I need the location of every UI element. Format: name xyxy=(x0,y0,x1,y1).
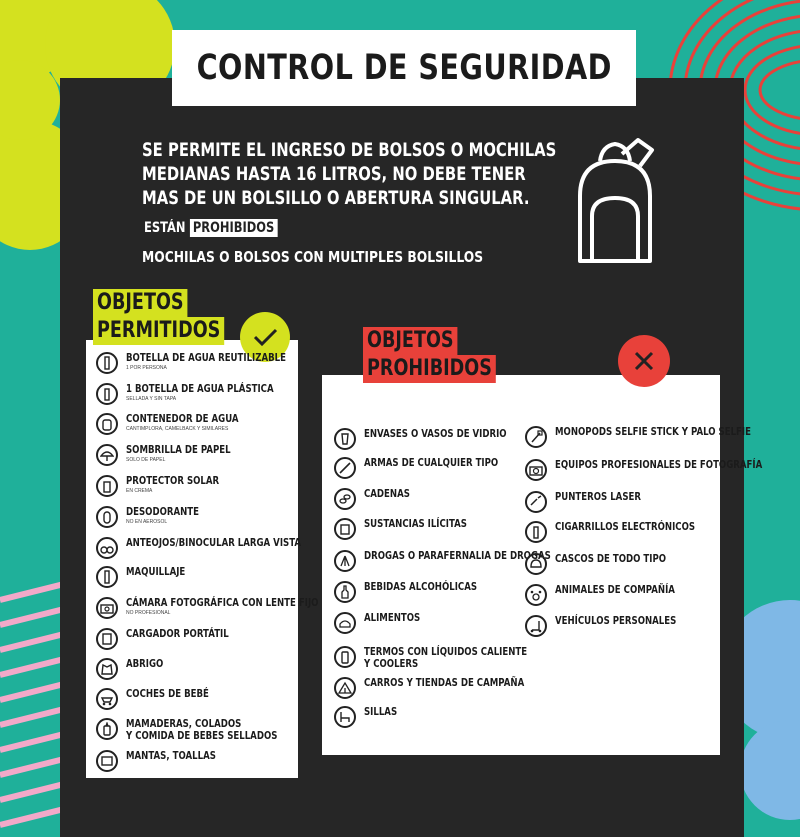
pro-camera-icon xyxy=(525,459,547,481)
item-name: ALIMENTOS xyxy=(364,611,421,624)
item-name: CARROS Y TIENDAS DE CAMPAÑA xyxy=(364,676,525,689)
item-desc: 1 POR PERSONA xyxy=(126,365,167,371)
item-name: MAMADERAS, COLADOS xyxy=(126,717,242,730)
item-name: ARMAS DE CUALQUIER TIPO xyxy=(364,456,499,469)
list-item xyxy=(525,521,735,543)
prohibited-detail: MOCHILAS O BOLSOS CON MULTIPLES BOLSILLOS xyxy=(142,248,484,266)
list-item xyxy=(96,352,331,374)
list-item xyxy=(525,459,800,481)
item-name: PROTECTOR SOLAR xyxy=(126,474,220,487)
towel-icon xyxy=(96,750,118,772)
weapon-icon xyxy=(334,457,356,479)
substances-icon xyxy=(334,518,356,540)
item-name: ABRIGO xyxy=(126,657,164,670)
list-item xyxy=(334,428,547,450)
makeup-icon xyxy=(96,566,118,588)
list-item xyxy=(525,553,697,575)
item-name: DROGAS O PARAFERNALIA DE DROGAS xyxy=(364,549,551,562)
item-name: ANTEOJOS/BINOCULAR LARGA VISTA xyxy=(126,536,302,549)
list-item xyxy=(96,383,315,405)
list-item xyxy=(96,506,220,528)
item-desc: NO PROFESIONAL xyxy=(126,610,171,616)
page-title: CONTROL DE SEGURIDAD xyxy=(196,48,612,88)
allowed-title-2: PERMITIDOS xyxy=(93,317,224,345)
plastic-bottle-icon xyxy=(96,383,118,405)
item-name: CADENAS xyxy=(364,487,410,500)
item-name: 1 BOTELLA DE AGUA PLÁSTICA xyxy=(126,382,274,395)
glass-icon xyxy=(334,428,356,450)
item-name: MANTAS, TOALLAS xyxy=(126,749,216,762)
list-item xyxy=(96,750,241,772)
sunscreen-icon xyxy=(96,475,118,497)
chain-icon xyxy=(334,488,356,510)
item-name: ANIMALES DE COMPAÑÍA xyxy=(555,583,675,596)
charger-icon xyxy=(96,628,118,650)
item-name-line2: Y COMIDA DE BEBES SELLADOS xyxy=(126,729,278,742)
item-name: PUNTEROS LASER xyxy=(555,490,641,503)
item-name: COCHES DE BEBÉ xyxy=(126,687,209,700)
list-item xyxy=(96,688,232,710)
list-item xyxy=(334,518,496,540)
item-desc: CANTIMPLORA, CAMELBACK Y SIMILARES xyxy=(126,426,229,432)
check-icon xyxy=(250,322,280,352)
pet-icon xyxy=(525,584,547,606)
item-name: CASCOS DE TODO TIPO xyxy=(555,552,667,565)
drugs-icon xyxy=(334,550,356,572)
allowed-heading xyxy=(93,289,257,345)
list-item xyxy=(96,444,260,466)
item-name: ENVASES O VASOS DE VIDRIO xyxy=(364,427,507,440)
binoculars-icon xyxy=(96,537,118,559)
prohibited-word: PROHIBIDOS xyxy=(190,219,278,237)
item-name: DESODORANTE xyxy=(126,505,200,518)
thermos-icon xyxy=(334,646,356,668)
list-item xyxy=(96,628,258,650)
list-item xyxy=(334,612,436,634)
prohibited-title-1: OBJETOS xyxy=(363,327,458,355)
deodorant-icon xyxy=(96,506,118,528)
list-item xyxy=(525,615,711,637)
list-item xyxy=(96,537,350,559)
item-name: BOTELLA DE AGUA REUTILIZABLE xyxy=(126,351,286,364)
item-name: SUSTANCIAS ILÍCITAS xyxy=(364,517,467,530)
item-desc: SELLADA Y SIN TAPA xyxy=(126,396,177,402)
list-item xyxy=(334,646,573,670)
prohibited-prefix: ESTÁN xyxy=(144,220,186,236)
list-item xyxy=(96,566,202,588)
item-name: CONTENEDOR DE AGUA xyxy=(126,412,239,425)
stroller-icon xyxy=(96,688,118,710)
list-item xyxy=(525,426,800,448)
item-name: MAQUILLAJE xyxy=(126,565,186,578)
chair-icon xyxy=(334,706,356,728)
list-item xyxy=(334,677,569,699)
close-icon xyxy=(631,348,657,374)
scooter-icon xyxy=(525,615,547,637)
prohibited-heading xyxy=(363,327,529,383)
prohibited-title-2: PROHIBIDOS xyxy=(363,355,496,383)
list-item xyxy=(525,491,665,513)
bottle-icon xyxy=(96,352,118,374)
item-name: EQUIPOS PROFESIONALES DE FOTOGRAFÍA xyxy=(555,458,763,471)
item-name: BEBIDAS ALCOHÓLICAS xyxy=(364,580,478,593)
helmet-icon xyxy=(525,553,547,575)
item-name: TERMOS CON LÍQUIDOS CALIENTE xyxy=(364,645,528,658)
item-name: SOMBRILLA DE PAPEL xyxy=(126,443,231,456)
umbrella-icon xyxy=(96,444,118,466)
list-item xyxy=(96,413,270,435)
coat-icon xyxy=(96,658,118,680)
list-item xyxy=(334,706,406,728)
item-name: CÁMARA FOTOGRÁFICA CON LENTE FIJO xyxy=(126,596,319,609)
allowed-title-1: OBJETOS xyxy=(93,289,188,317)
item-desc: SOLO DE PAPEL xyxy=(126,457,166,463)
list-item xyxy=(334,457,536,479)
list-item xyxy=(96,718,320,742)
intro-line: MEDIANAS HASTA 16 LITROS, NO DEBE TENER xyxy=(142,163,526,185)
intro-line: MAS DE UN BOLSILLO O ABERTURA SINGULAR. xyxy=(142,187,530,209)
baby-bottle-icon xyxy=(96,718,118,740)
item-name: VEHÍCULOS PERSONALES xyxy=(555,614,677,627)
list-item xyxy=(334,581,509,603)
vape-icon xyxy=(525,521,547,543)
camera-icon xyxy=(96,597,118,619)
item-desc: NO EN AEROSOL xyxy=(126,519,168,525)
item-name: CARGADOR PORTÁTIL xyxy=(126,627,229,640)
list-item xyxy=(525,584,709,606)
list-item xyxy=(334,488,423,510)
prohibited-notice xyxy=(144,220,278,236)
deco-circle xyxy=(740,720,800,820)
intro-line: SE PERMITE EL INGRESO DE BOLSOS O MOCHILAS xyxy=(142,139,557,161)
selfie-stick-icon xyxy=(525,426,547,448)
item-name: SILLAS xyxy=(364,705,398,718)
allowed-list-panel xyxy=(86,340,298,778)
alcohol-icon xyxy=(334,581,356,603)
list-item xyxy=(96,475,245,497)
item-name: CIGARRILLOS ELECTRÓNICOS xyxy=(555,520,696,533)
tent-icon xyxy=(334,677,356,699)
backpack-icon xyxy=(560,136,670,276)
item-name: MONOPODS SELFIE STICK Y PALO SELFIE xyxy=(555,425,751,438)
cross-badge xyxy=(618,335,670,387)
food-icon xyxy=(334,612,356,634)
laser-icon xyxy=(525,491,547,513)
item-name-line2: Y COOLERS xyxy=(364,657,419,670)
water-container-icon xyxy=(96,413,118,435)
item-desc: EN CREMA xyxy=(126,488,153,494)
list-item xyxy=(96,658,174,680)
title-box xyxy=(172,30,636,106)
